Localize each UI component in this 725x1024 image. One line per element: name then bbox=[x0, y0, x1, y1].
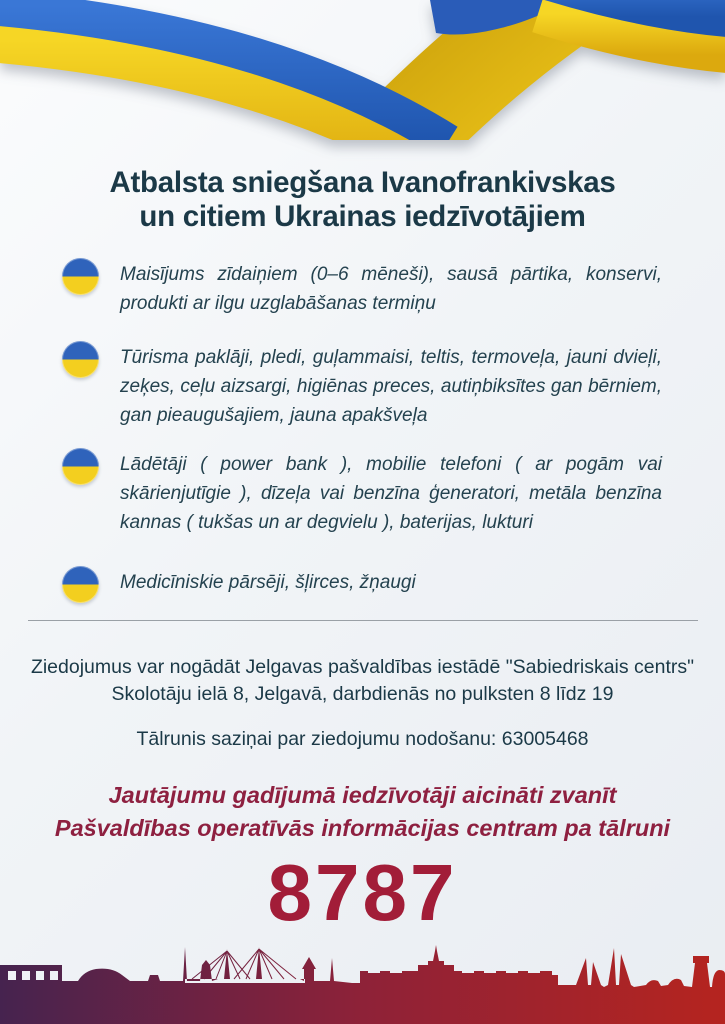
ukraine-flag-icon bbox=[62, 448, 99, 485]
hotline-callout-line2: Pašvaldības operatīvās informācijas centram pa tālruni bbox=[54, 815, 671, 841]
ukraine-flag-icon bbox=[62, 341, 99, 378]
list-item-text: Tūrisma paklāji, pledi, guļammaisi, teltis, termoveļa, jauni dvieļi, zeķes, ceļu aizsargi, higiēnas preces, autiņbiksītes gan bērniem, gan pieaugušajiem, jauna apakšveļa bbox=[120, 347, 662, 426]
list-item-text: Maisījums zīdaiņiem (0–6 mēneši), sausā pārtika, konservi, produkti ar ilgu uzglabāšanas termiņu bbox=[120, 264, 662, 314]
hotline-callout bbox=[0, 779, 725, 845]
donation-info bbox=[0, 654, 725, 708]
donation-info-line1: Ziedojumus var nogādāt Jelgavas pašvaldības iestādē "Sabiedriskais centrs" bbox=[30, 656, 695, 678]
jelgava-city-skyline-graphic bbox=[0, 929, 725, 1024]
hotline-callout-line1: Jautājumu gadījumā iedzīvotāji aicināti zvanīt bbox=[108, 782, 617, 808]
hotline-number: 8787 bbox=[267, 848, 458, 937]
contact-phone-line: Tālrunis saziņai par ziedojumu nodošanu: 63005468 bbox=[136, 728, 589, 750]
list-item bbox=[62, 450, 662, 537]
list-item-text: Lādētāji ( power bank ), mobilie telefoni ( ar pogām vai skārienjutīgie ), dīzeļa vai benzīna ģeneratori, metāla benzīna kannas ( tukšas un ar degvielu ), baterijas, lukturi bbox=[120, 454, 662, 533]
list-item bbox=[62, 260, 662, 318]
page-title-line1: Atbalsta sniegšana Ivanofrankivskas bbox=[109, 165, 616, 199]
ukraine-flag-icon bbox=[62, 566, 99, 603]
list-item bbox=[62, 343, 662, 430]
section-divider bbox=[28, 620, 698, 621]
page-title bbox=[0, 166, 725, 234]
ukraine-ribbon-graphic bbox=[0, 0, 725, 140]
list-item bbox=[62, 568, 662, 603]
donation-info-line2: Skolotāju ielā 8, Jelgavā, darbdienās no pulksten 8 līdz 19 bbox=[111, 683, 614, 705]
page-title-line2: un citiem Ukrainas iedzīvotājiem bbox=[139, 199, 586, 233]
list-item-text: Medicīniskie pārsēji, šļirces, žņaugi bbox=[120, 572, 416, 593]
needs-list bbox=[62, 260, 662, 603]
ukraine-flag-icon bbox=[62, 258, 99, 295]
